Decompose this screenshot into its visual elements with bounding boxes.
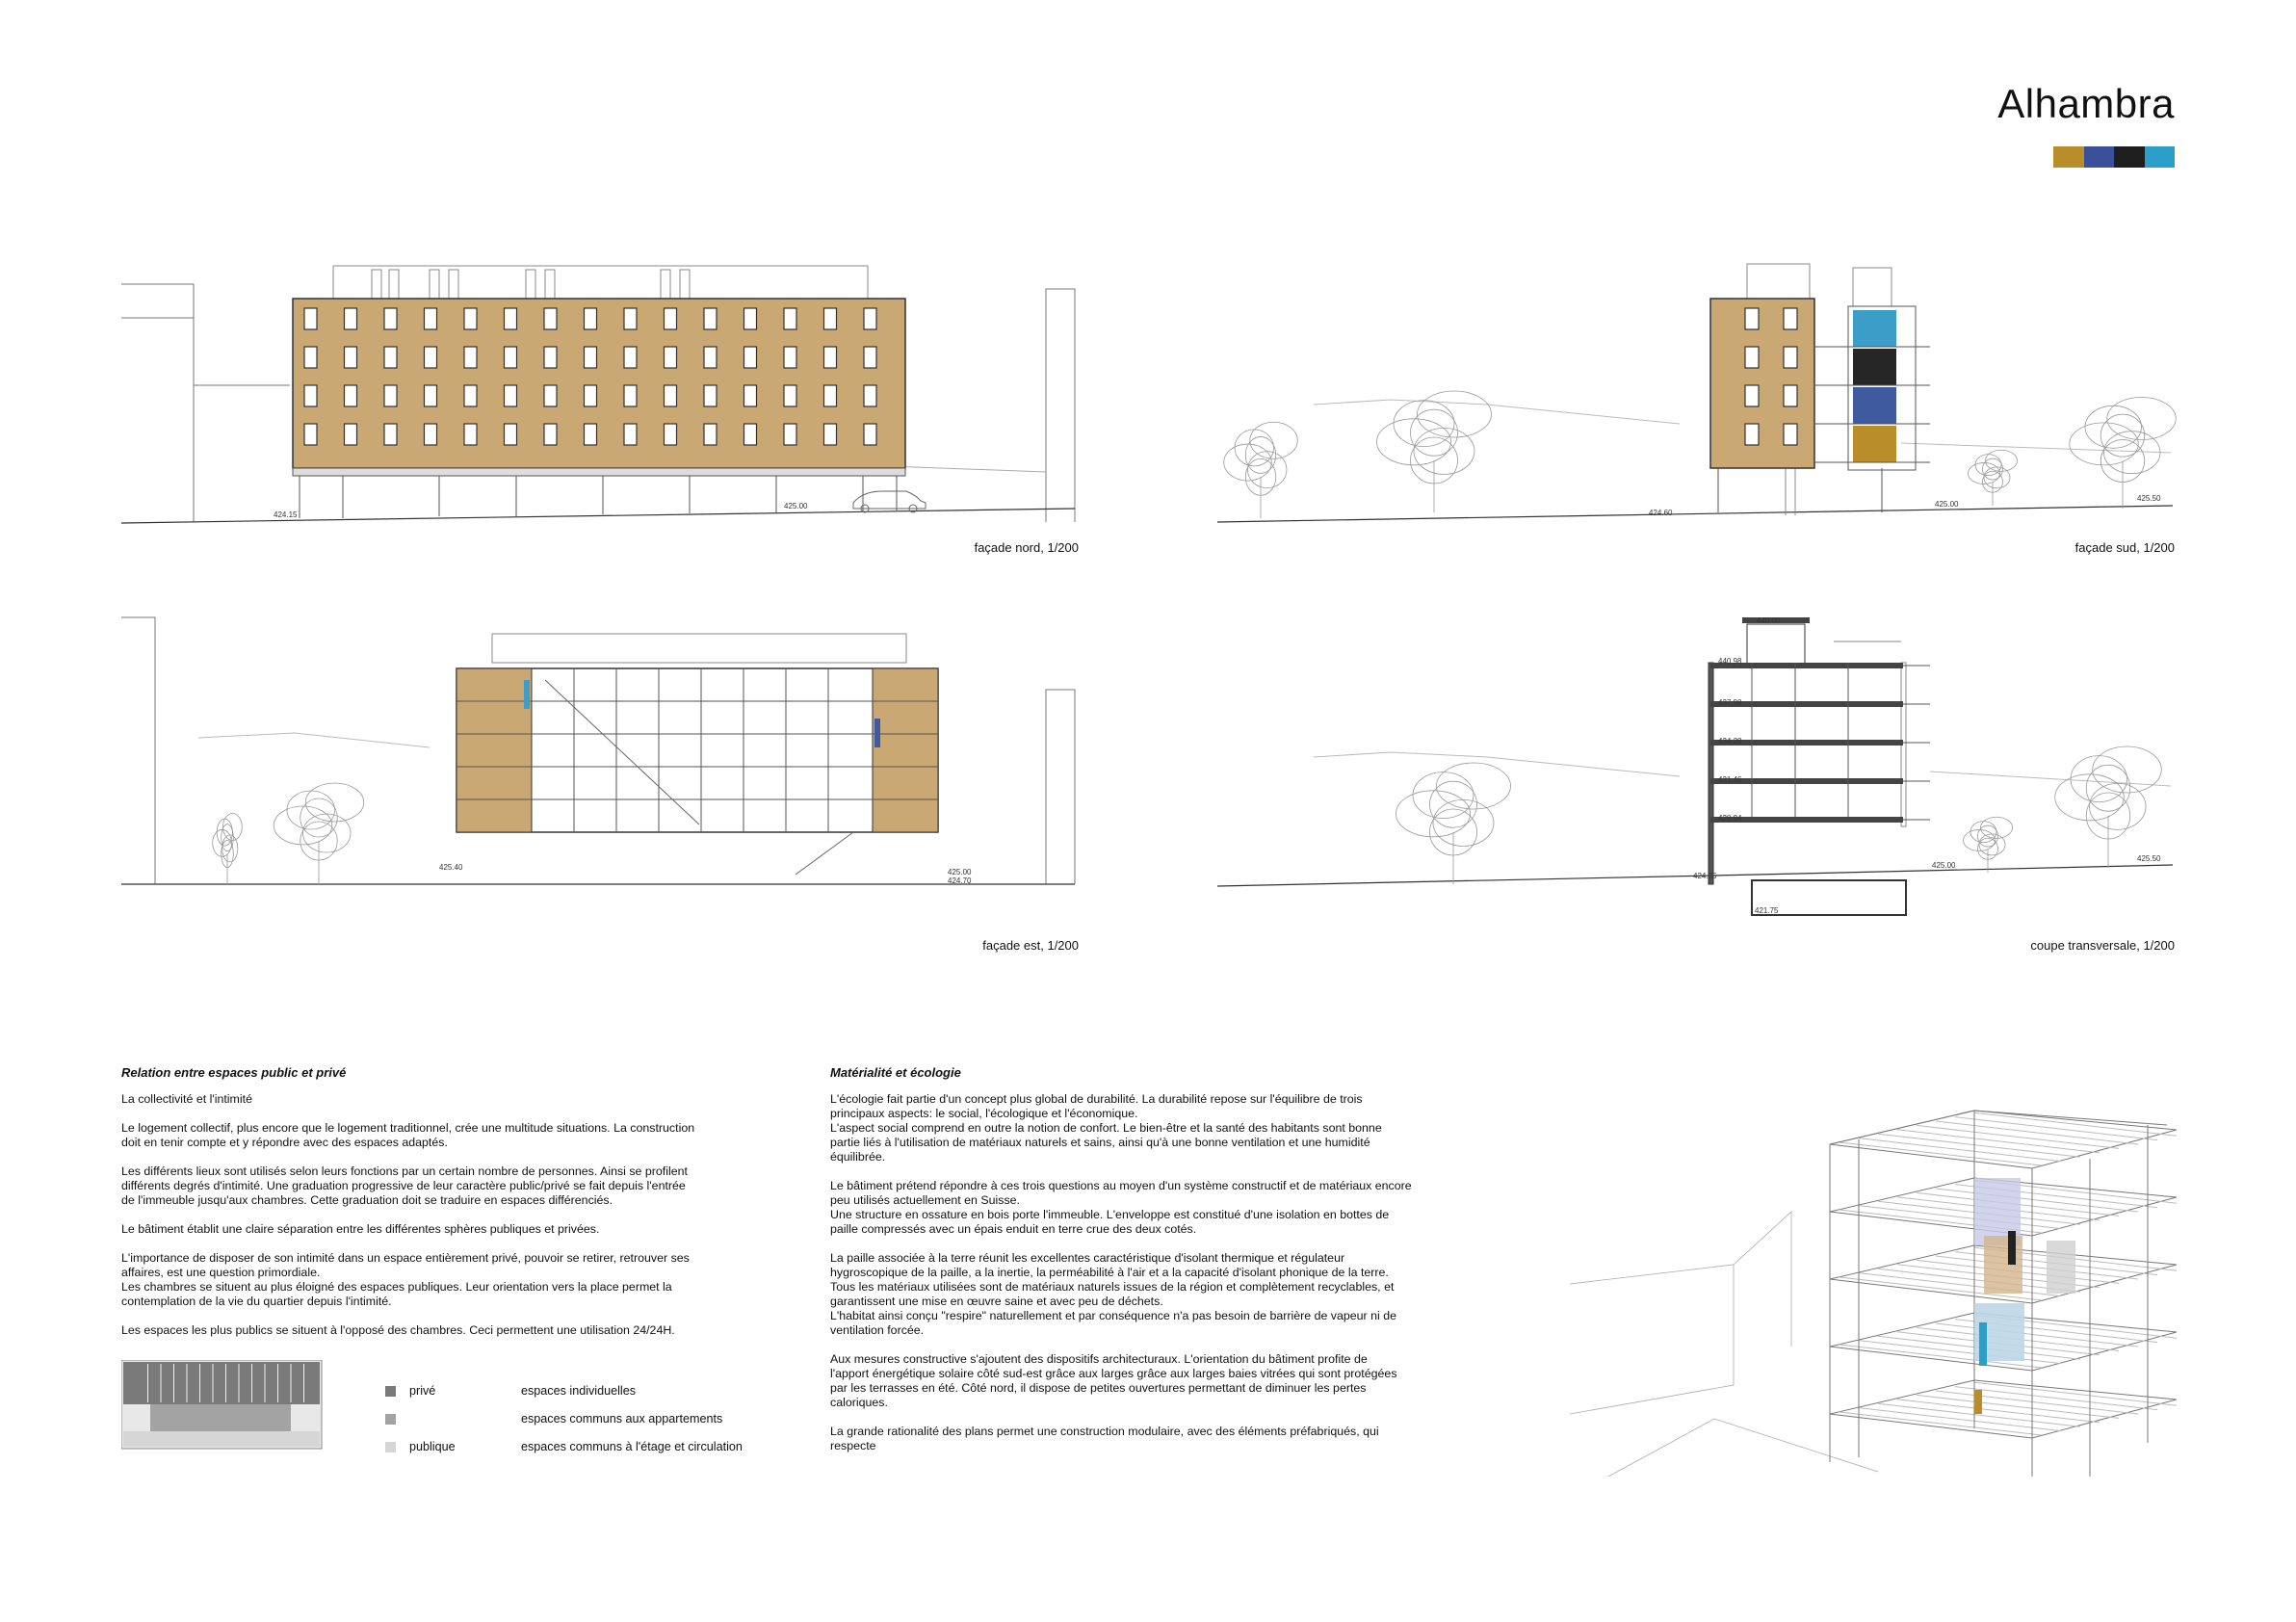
window (425, 424, 437, 445)
tree-canopy (2090, 783, 2147, 829)
axo-joist (1974, 1112, 2177, 1136)
window (425, 385, 437, 406)
legend-desc: espaces communs aux appartements (521, 1412, 723, 1426)
window (544, 385, 557, 406)
swatch-black (2114, 146, 2145, 168)
tree-canopy (2093, 746, 2162, 793)
window (384, 424, 397, 445)
level-label: 424.70 (948, 876, 972, 885)
window (1784, 308, 1797, 329)
level-label: 425.00 (1935, 500, 1959, 509)
level-label: 425.00 (784, 502, 808, 510)
window (384, 385, 397, 406)
level-label: 425.50 (2137, 854, 2161, 863)
window (464, 308, 477, 329)
axo-joist (1859, 1206, 2061, 1229)
level-label: 425.00 (948, 868, 972, 876)
tree-canopy (2107, 398, 2177, 440)
heading-materialite: Matérialité et écologie (830, 1065, 961, 1080)
axo-joist (1955, 1117, 2157, 1140)
level-label: 424.35 (1693, 872, 1717, 880)
caption-facade-nord: façade nord, 1/200 (974, 540, 1079, 555)
window (1745, 424, 1759, 445)
caption-facade-est: façade est, 1/200 (982, 938, 1079, 953)
material-swatches (2053, 146, 2175, 168)
legend-key: publique (409, 1440, 456, 1453)
level-label: 440.00 (1757, 616, 1781, 625)
window (704, 347, 717, 368)
window (585, 424, 597, 445)
axo-joist (1974, 1382, 2177, 1405)
window (505, 308, 517, 329)
swatch-blue (2084, 146, 2115, 168)
axo-joist (1936, 1323, 2138, 1347)
window (704, 308, 717, 329)
window (425, 308, 437, 329)
tree-canopy (1418, 391, 1492, 437)
window (304, 424, 317, 445)
tree-canopy (222, 835, 238, 862)
window (665, 385, 677, 406)
window (704, 424, 717, 445)
paragraph: La paille associée à la terre réunit les excellentes caractéristique d'isolant thermique et régulateur hygroscopique de la paille, a la inertie, la perméabilité à l'air et a la capacité d'isolant phonique de la terre. Tous les matériaux utilisées sont de matériaux naturels issues de la région et complètement recyclables, et garantissent une mise en œuvre saine et avec peu de déchets. L'habitat ainsi conçu "respire" naturellement et par conséquence n'a pas besoin de barrière de vapeur ni de ventilation forcée. (830, 1251, 1396, 1337)
window (824, 308, 837, 329)
window (345, 424, 357, 445)
axonometric-structure-drawing (1570, 1067, 2177, 1477)
level-label: 437.98 (1718, 698, 1742, 707)
paragraph: Le logement collectif, plus encore que le logement traditionnel, crée une multitude situations. La construction doit en tenir compte et y répondre avec des espaces adaptés. (121, 1121, 695, 1149)
tree-canopy (1414, 428, 1474, 474)
window (864, 308, 876, 329)
axo-joist (1936, 1391, 2138, 1414)
tree-canopy (1969, 462, 2000, 484)
window (464, 385, 477, 406)
window (824, 424, 837, 445)
paragraph: L'écologie fait partie d'un concept plus global de durabilité. La durabilité repose sur l'équilibre de trois principaux aspects: le social, l'écologique et l'économique. L'aspect social comprend en outre la notion de confort. Le bien-être et la santé des habitants sont bonne partie liés à l'utilisation de matériaux naturels et sains, ainsi qu'à une bonne ventilation et une humidité équilibrée. (830, 1092, 1382, 1164)
tree-canopy (1964, 829, 1996, 850)
window (624, 308, 637, 329)
window (1784, 424, 1797, 445)
window (345, 385, 357, 406)
window (1745, 385, 1759, 406)
window (744, 424, 757, 445)
page-title: Alhambra (1997, 81, 2175, 126)
legend-swatch (385, 1386, 396, 1397)
axo-floor (1830, 1111, 2177, 1168)
axo-floor (1830, 1380, 2177, 1438)
axo-joist (1839, 1412, 2042, 1435)
tree-canopy (1981, 817, 2013, 838)
window (624, 347, 637, 368)
tree-canopy (1984, 467, 2010, 488)
legend-desc: espaces communs à l'étage et circulation (521, 1440, 743, 1453)
window (665, 424, 677, 445)
facade-nord-drawing (121, 260, 1084, 539)
axo-joist (1859, 1138, 2061, 1162)
window (345, 308, 357, 329)
axo-joist (1859, 1341, 2061, 1364)
paragraph: La grande rationalité des plans permet une construction modulaire, avec des éléments préfabriqués, qui respecte (830, 1425, 1379, 1452)
window (864, 424, 876, 445)
paragraph: L'importance de disposer de son intimité dans un espace entièrement privé, pouvoir se retirer, retrouver ses affaires, est une question primordiale. Les chambres se situent au plus éloigné des espaces publiques. Leur orientation vers la place permet la contemplation de la vie du quartier depuis l'intimité. (121, 1251, 690, 1308)
level-label: 428.94 (1718, 814, 1742, 823)
window (784, 385, 796, 406)
paragraph: Le bâtiment établit une claire séparation entre les différentes sphères publiques et privées. (121, 1222, 600, 1236)
window (304, 308, 317, 329)
tree-canopy (1979, 834, 2005, 855)
coupe-transversale-drawing (1217, 613, 2180, 930)
tree-canopy (1248, 452, 1288, 488)
axo-joist (1897, 1130, 2100, 1153)
window (544, 347, 557, 368)
axo-joist (1936, 1121, 2138, 1144)
paragraph: La collectivité et l'intimité (121, 1092, 252, 1106)
level-label: 431.46 (1718, 775, 1742, 784)
window (464, 424, 477, 445)
tree-canopy (1433, 799, 1494, 846)
window (505, 424, 517, 445)
window (824, 347, 837, 368)
window (1745, 347, 1759, 368)
window (1745, 308, 1759, 329)
window (304, 385, 317, 406)
window (704, 385, 717, 406)
window (585, 347, 597, 368)
window (505, 347, 517, 368)
axo-joist (1859, 1273, 2061, 1296)
axo-joist (1839, 1142, 2042, 1165)
window (624, 385, 637, 406)
floor-plan-diagram (121, 1360, 324, 1452)
caption-facade-sud: façade sud, 1/200 (2074, 540, 2175, 555)
window (624, 424, 637, 445)
window (304, 347, 317, 368)
axo-joist (1859, 1408, 2061, 1431)
tree-canopy (303, 814, 352, 852)
window (425, 347, 437, 368)
window (744, 347, 757, 368)
window (744, 308, 757, 329)
tree-canopy (1250, 422, 1298, 458)
legend-row (385, 1412, 722, 1426)
window (744, 385, 757, 406)
window (1784, 347, 1797, 368)
swatch-cyan (2145, 146, 2176, 168)
paragraph: Aux mesures constructive s'ajoutent des dispositifs architecturaux. L'orientation du bâtiment profite de l'apport énergétique solaire côté sud-est grâce aux larges grâce aux larges baies vitrées qui sont protégées par les terrasses en été. Côté nord, il dispose de petites ouvertures permettant de diminuer les pertes caloriques. (830, 1352, 1397, 1409)
window (864, 347, 876, 368)
window (464, 347, 477, 368)
window (1784, 385, 1797, 406)
tree-canopy (1396, 791, 1471, 837)
window (784, 347, 796, 368)
axo-joist (1936, 1189, 2138, 1212)
axo-joist (1897, 1400, 2100, 1423)
window (824, 385, 837, 406)
window (585, 385, 597, 406)
left-text-body (121, 1092, 757, 1352)
level-label: 424.15 (274, 510, 298, 519)
right-text-body (830, 1092, 1466, 1468)
window (665, 308, 677, 329)
axo-joist (1936, 1256, 2138, 1279)
tree-canopy (2070, 423, 2139, 465)
level-label: 440.98 (1718, 657, 1742, 666)
window (585, 308, 597, 329)
axo-joist (1917, 1125, 2119, 1148)
level-label: 434.28 (1718, 737, 1742, 746)
tree-canopy (1437, 763, 1511, 809)
facade-est-drawing (121, 613, 1084, 892)
tree-canopy (1224, 444, 1272, 481)
level-label: 424.60 (1649, 509, 1673, 517)
axo-joist (1955, 1387, 2157, 1410)
legend-desc: espaces individuelles (521, 1384, 637, 1398)
window (384, 347, 397, 368)
level-label: 425.40 (439, 863, 463, 872)
window (784, 424, 796, 445)
caption-coupe-transversale: coupe transversale, 1/200 (2030, 938, 2175, 953)
axo-joist (1917, 1395, 2119, 1418)
window (505, 385, 517, 406)
window (864, 385, 876, 406)
tree-canopy (1986, 450, 2018, 471)
window (384, 308, 397, 329)
legend-key: privé (409, 1384, 436, 1398)
legend-swatch (385, 1442, 396, 1452)
level-label: 421.75 (1755, 906, 1779, 915)
level-label: 425.50 (2137, 494, 2161, 503)
window (665, 347, 677, 368)
legend-swatch (385, 1414, 396, 1425)
paragraph: Les espaces les plus publics se situent à l'opposé des chambres. Ceci permettent une utilisation 24/24H. (121, 1323, 675, 1337)
window (544, 308, 557, 329)
window (784, 308, 796, 329)
legend-row (385, 1440, 743, 1453)
heading-relation: Relation entre espaces public et privé (121, 1065, 347, 1080)
tree-canopy (305, 783, 364, 822)
paragraph: Le bâtiment prétend répondre à ces trois questions au moyen d'un système constructif et de matériaux encore peu utilisés actuellement en Suisse. Une structure en ossature en bois porte l'immeuble. L'enveloppe est constitué d'une isolation en bottes de paille compressés avec un épais enduit en terre crue des deux cotés. (830, 1179, 1412, 1236)
tree-canopy (274, 806, 332, 845)
swatch-straw (2053, 146, 2084, 168)
facade-sud-drawing (1217, 260, 2180, 539)
tree-canopy (1377, 419, 1451, 465)
paragraph: Les différents lieux sont utilisés selon leurs fonctions par un certain nombre de personnes. Ainsi se profilent différents degrés d'intimité. Une graduation progressive de leur caractère public/privé se fait depuis l'entrée de l'immeuble jusqu'aux chambres. Cette graduation doit se traduire en espaces différenciés. (121, 1164, 688, 1207)
window (345, 347, 357, 368)
legend-row (385, 1384, 636, 1398)
level-label: 425.00 (1932, 861, 1956, 870)
window (544, 424, 557, 445)
